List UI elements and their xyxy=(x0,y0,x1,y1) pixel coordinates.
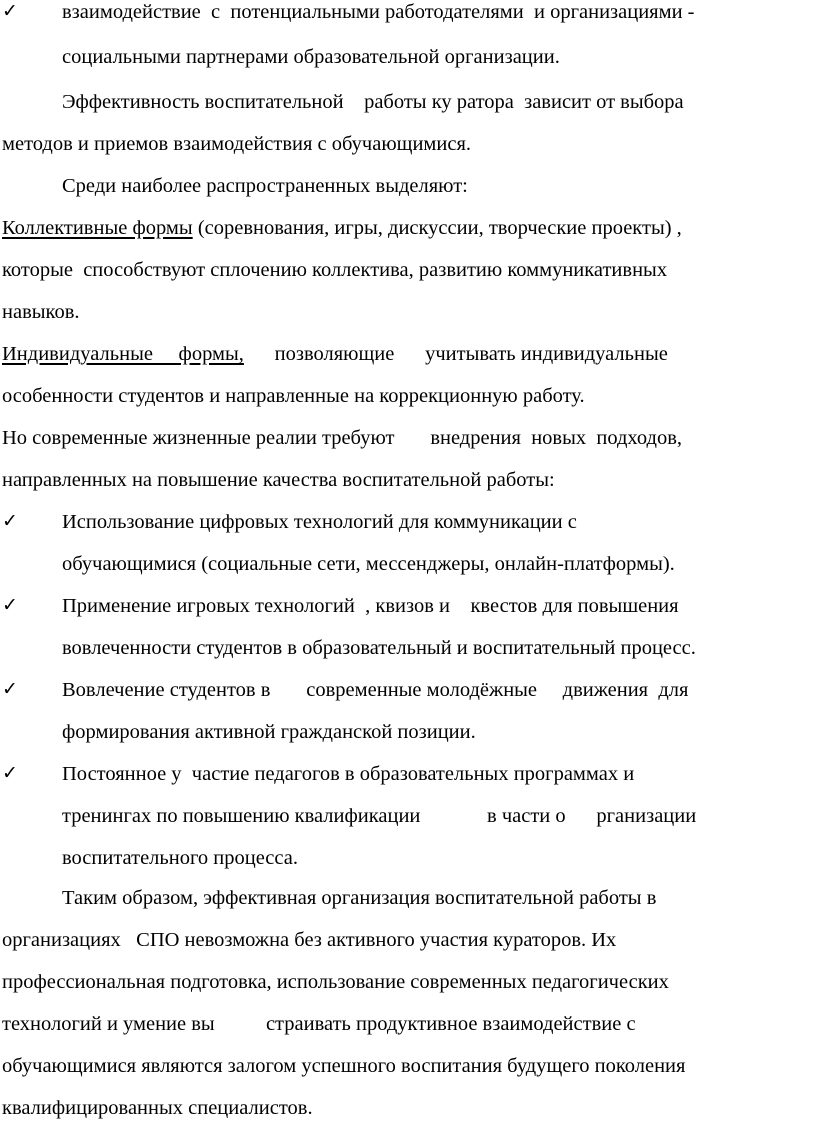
text-line-23: организациях СПО невозможна без активного участия кураторов. Их xyxy=(2,929,617,951)
text-line-4: методов и приемов взаимодействия с обучающимися. xyxy=(2,133,472,155)
list-item-digital: Использование цифровых технологий для коммуникации с xyxy=(62,511,577,533)
text-line-1: взаимодействие с потенциальными работодателями и организациями - xyxy=(62,1,695,23)
individual-forms-description: позволяющие учитывать индивидуальные xyxy=(243,343,668,365)
check-mark-icon: ✓ xyxy=(2,510,18,532)
text-line-10: особенности студентов и направленные на коррекционную работу. xyxy=(2,385,585,407)
text-line-2: социальными партнерами образовательной организации. xyxy=(62,46,560,68)
text-line-16: вовлеченности студентов в образовательный и воспитательный процесс. xyxy=(62,637,696,659)
paragraph-among: Среди наиболее распространенных выделяют: xyxy=(62,175,468,197)
paragraph-individual xyxy=(2,344,668,365)
paragraph-collective xyxy=(2,218,682,239)
individual-forms-heading: Индивидуальные формы, xyxy=(2,343,244,365)
text-line-14: обучающимися (социальные сети, мессенджеры, онлайн-платформы). xyxy=(62,553,675,575)
text-line-20: тренингах по повышению квалификации в части о рганизации xyxy=(62,805,697,827)
text-line-7: которые способствуют сплочению коллектива, развитию коммуникативных xyxy=(2,259,668,281)
list-item-gaming: Применение игровых технологий , квизов и квестов для повышения xyxy=(62,595,679,617)
check-mark-icon: ✓ xyxy=(2,0,18,22)
list-item-teacher-training: Постоянное у частие педагогов в образовательных программах и xyxy=(62,763,635,785)
collective-forms-description: (соревнования, игры, дискуссии, творческие проекты) , xyxy=(192,217,682,239)
text-line-12: направленных на повышение качества воспитательной работы: xyxy=(2,469,555,491)
check-mark-icon: ✓ xyxy=(2,762,18,784)
paragraph-effectiveness: Эффективность воспитательной работы ку ратора зависит от выбора xyxy=(62,91,684,113)
paragraph-modern-realities: Но современные жизненные реалии требуют внедрения новых подходов, xyxy=(2,427,683,449)
check-mark-icon: ✓ xyxy=(2,678,18,700)
text-line-25: технологий и умение вы страивать продуктивное взаимодействие с xyxy=(2,1013,636,1035)
text-line-18: формирования активной гражданской позиции. xyxy=(62,721,476,743)
text-line-24: профессиональная подготовка, использование современных педагогических xyxy=(2,971,669,993)
collective-forms-heading: Коллективные формы xyxy=(2,217,193,239)
list-item-youth-movements: Вовлечение студентов в современные молодёжные движения для xyxy=(62,679,689,701)
text-line-21: воспитательного процесса. xyxy=(62,847,298,869)
paragraph-conclusion: Таким образом, эффективная организация воспитательной работы в xyxy=(62,887,657,909)
check-mark-icon: ✓ xyxy=(2,594,18,616)
text-line-26: обучающимися являются залогом успешного воспитания будущего поколения xyxy=(2,1055,686,1077)
text-line-8: навыков. xyxy=(2,301,80,323)
text-line-27: квалифицированных специалистов. xyxy=(2,1097,313,1119)
